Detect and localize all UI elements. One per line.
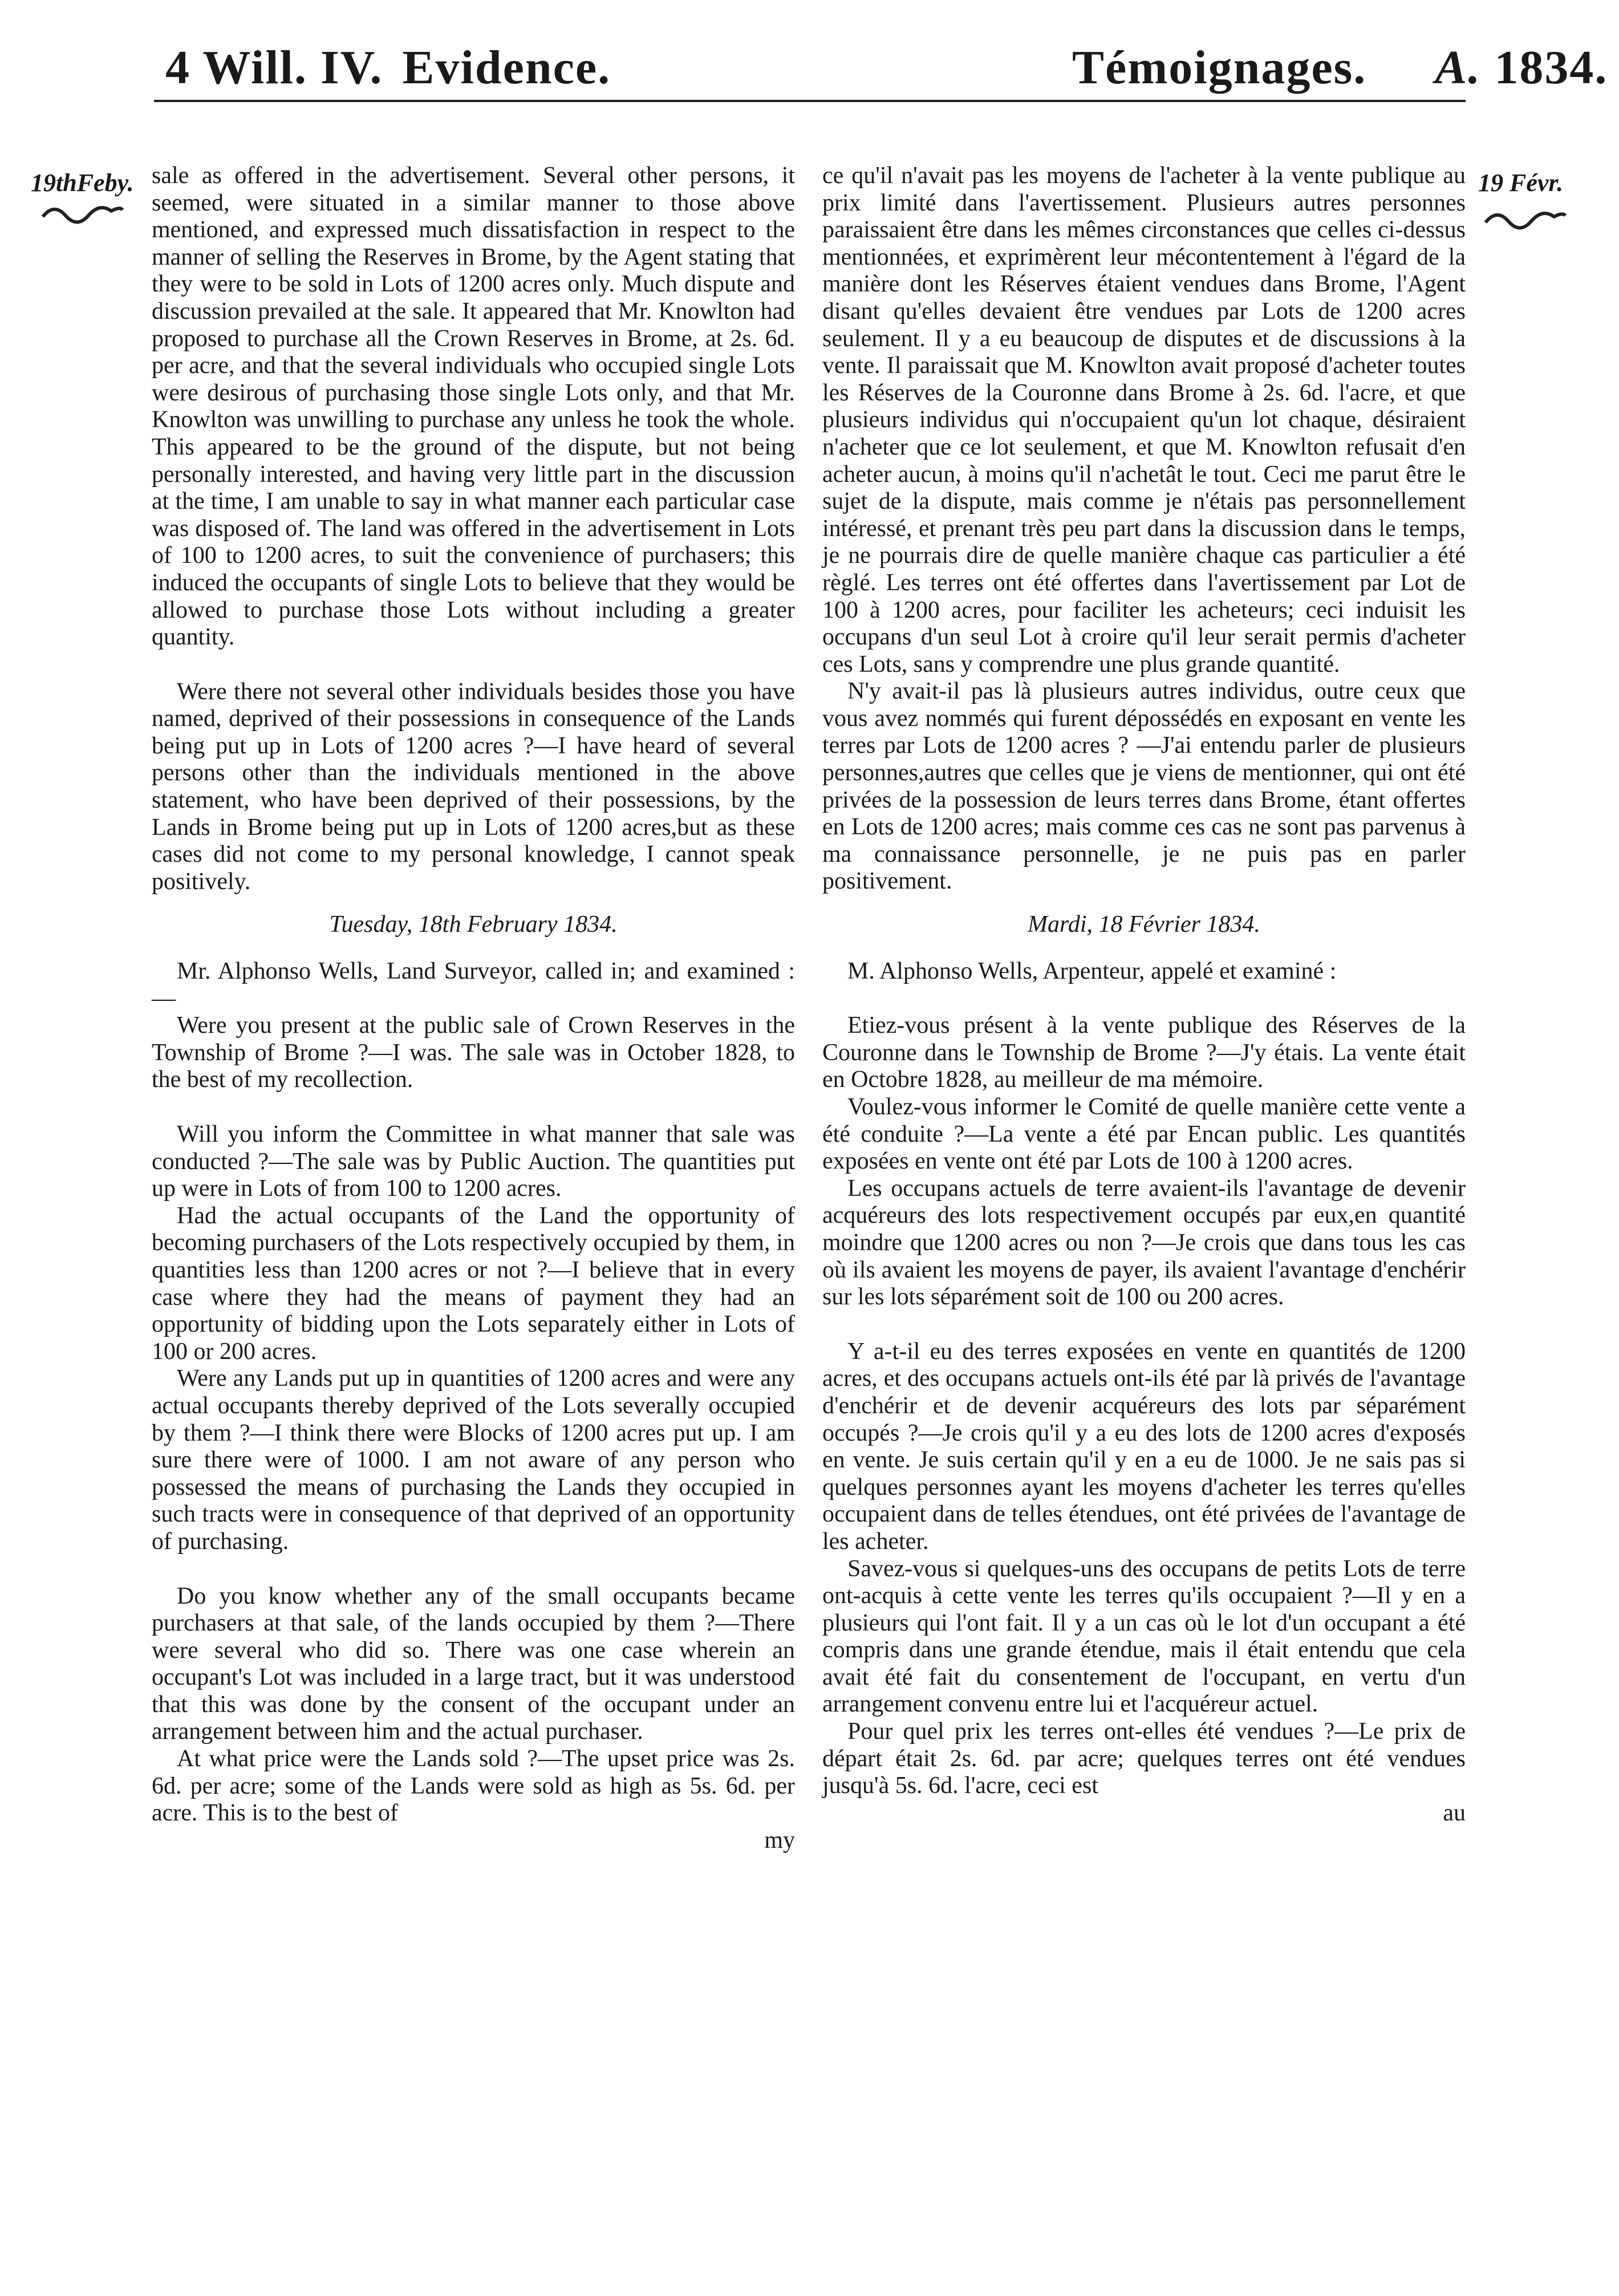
fr-paragraph-5: Voulez-vous informer le Comité de quelle manière cette vente a été conduite ?—La vente a été par Encan public. Les quantités exposées en vente ont été par Lots de 100 à 1200 acres. [822, 1094, 1466, 1175]
fr-paragraph-6: Les occupans actuels de terre avaient-ils l'avantage de devenir acquéreurs des lots respectivement occupés par eux,en quantité moindre que 1200 acres ou non ?—Je crois que dans tous les cas où ils avaient les moyens de payer, ils avaient l'avantage d'enchérir sur les lots séparément soit de 100 ou 200 acres. [822, 1175, 1466, 1311]
margin-date-right: 19 Févr. [1478, 169, 1564, 197]
en-dateline: Tuesday, 18th February 1834. [329, 911, 618, 938]
header-left [165, 40, 630, 95]
en-paragraph-1: sale as offered in the advertisement. Several other persons, it seemed, were situated in a similar manner to those above mentioned, and expressed much dissatisfaction in respect to the manner of selling the Reserves in Brome, by the Agent stating that they were to be sold in Lots of 1200 acres only. Much dispute and discussion prevailed at the sale. It appeared that Mr. Knowlton had proposed to purchase all the Crown Reserves in Brome, at 2s. 6d. per acre, and that the several individuals who occupied single Lots were desirous of purchasing those single Lots only, and that Mr. Knowlton was unwilling to purchase any unless he took the whole. This appeared to be the ground of the dispute, but not being personally interested, and having very little part in the discussion at the time, I am unable to say in what manner each particular case was disposed of. The land was offered in the advertisement in Lots of 100 to 1200 acres, to suit the convenience of purchasers; this induced the occupants of single Lots to believe that they would be allowed to purchase those Lots without including a greater quantity. [152, 163, 795, 651]
fr-paragraph-3: M. Alphonso Wells, Arpenteur, appelé et examiné : [847, 958, 1337, 984]
fr-dateline: Mardi, 18 Février 1834. [1028, 911, 1260, 938]
fr-paragraph-2: N'y avait-il pas là plusieurs autres individus, outre ceux que vous avez nommés qui furent dépossédés en exposant en vente les terres par Lots de 1200 acres ? —J'ai entendu parler de plusieurs personnes,autres que celles que je viens de mentionner, qui ont été privées de la possession de leurs terres dans Brome, étant offertes en Lots de 1200 acres; mais comme ces cas ne sont pas parvenus à ma connaissance personnelle, je ne puis pas en parler positivement. [822, 678, 1466, 895]
header-rule [154, 100, 1466, 102]
fr-paragraph-9: Pour quel prix les terres ont-elles été vendues ?—Le prix de départ était 2s. 6d. par acre; quelques terres ont été vendues jusqu'à 5s. 6d. l'acre, ceci est [822, 1718, 1466, 1799]
session-label: 4 Will. IV. [165, 41, 383, 94]
header-a: A. [1435, 41, 1482, 94]
en-paragraph-7: Were any Lands put up in quantities of 1200 acres and were any actual occupants thereby deprived of the Lots severally occupied by them ?—I think there were Blocks of 1200 acres put up. I am sure there were of 1000. I am not aware of any person who possessed the means of purchasing the Lands they occupied in such tracts were in consequence of that deprived of an opportunity of purchasing. [152, 1365, 795, 1555]
header-year: 1834. [1494, 41, 1608, 94]
fr-catchword: au [1443, 1799, 1466, 1826]
margin-date-left: 19thFeby. [31, 169, 134, 197]
en-paragraph-6: Had the actual occupants of the Land the opportunity of becoming purchasers of the Lots respectively occupied by them, in quantities less than 1200 acres or not ?—I believe that in every case where they had the means of payment they had an opportunity of bidding upon the Lots separately either in Lots of 100 or 200 acres. [152, 1202, 795, 1365]
english-column [152, 163, 795, 1854]
en-paragraph-4: Were you present at the public sale of Crown Reserves in the Township of Brome ?—I was. The sale was in October 1828, to the best of my recollection. [152, 1012, 795, 1093]
en-paragraph-3: Mr. Alphonso Wells, Land Surveyor, called in; and examined :— [152, 958, 795, 1012]
fr-paragraph-4: Etiez-vous présent à la vente publique des Réserves de la Couronne dans le Township de Brome ?—J'y étais. La vente était en Octobre 1828, au meilleur de ma mémoire. [822, 1012, 1466, 1093]
header-right [1072, 40, 1608, 95]
en-catchword: my [764, 1827, 795, 1853]
en-paragraph-2: Were there not several other individuals besides those you have named, deprived of their possessions in consequence of the Lands being put up in Lots of 1200 acres ?—I have heard of several persons other than the individuals mentioned in the above statement, who have been deprived of their possessions, by the Lands in Brome being put up in Lots of 1200 acres,but as these cases did not come to my personal knowledge, I cannot speak positively. [152, 678, 795, 895]
fr-paragraph-1: ce qu'il n'avait pas les moyens de l'acheter à la vente publique au prix limité dans l'avertissement. Plusieurs autres personnes paraissaient être dans les mêmes circonstances que celles ci-dessus mentionnées, et exprimèrent leur mécontentement à l'égard de la manière dont les Réserves étaient vendues dans Brome, l'Agent disant qu'elles devaient être vendues par Lots de 1200 acres seulement. Il y a eu beaucoup de disputes et de discussions à la vente. Il paraissait que M. Knowlton avait proposé d'acheter toutes les Réserves de la Couronne dans Brome à 2s. 6d. l'acre, et que plusieurs individus qui n'occupaient qu'un lot chaque, désiraient n'acheter que ce lot seulement, et que M. Knowlton refusait d'en acheter aucun, à moins qu'il n'achetât le tout. Ceci me parut être le sujet de la dispute, mais comme je n'étais pas personnellement intéressé, et prenant très peu part dans la discussion dans le temps, je ne pourrais dire de quelle manière chaque cas particulier a été règlé. Les terres ont été offertes dans l'avertissement par Lot de 100 à 1200 acres, pour faciliter les acheteurs; ceci induisit les occupans d'un seul Lot à croire qu'il leur serait permis d'acheter ces Lots, sans y comprendre une plus grande quantité. [822, 163, 1466, 678]
en-paragraph-8: Do you know whether any of the small occupants became purchasers at that sale, of the lands occupied by them ?—There were several who did so. There was one case wherein an occupant's Lot was included in a large tract, but it was understood that this was done by the consent of the occupant under an arrangement between him and the actual purchaser. [152, 1583, 795, 1745]
fr-paragraph-7: Y a-t-il eu des terres exposées en vente en quantités de 1200 acres, et des occupans actuels ont-ils été par là privés de l'avantage d'enchérir et de devenir acquéreurs des lots par séparément occupés ?—Je crois qu'il y a eu des lots de 1200 acres d'exposés en vente. Je suis certain qu'il y en a eu de 1000. Je ne sais pas si quelques personnes ayant les moyens d'acheter les terres qu'elles occupaient dans de telles étendues, ont été privées de l'avantage de les acheter. [822, 1338, 1466, 1555]
header-title-en: Evidence. [402, 41, 611, 94]
en-paragraph-9: At what price were the Lands sold ?—The upset price was 2s. 6d. per acre; some of the Lands were sold as high as 5s. 6d. per acre. This is to the best of [152, 1746, 795, 1827]
header-title-fr: Témoignages. [1072, 41, 1367, 94]
en-paragraph-5: Will you inform the Committee in what manner that sale was conducted ?—The sale was by Public Auction. The quantities put up were in Lots of from 100 to 1200 acres. [152, 1121, 795, 1202]
page-header [0, 29, 1619, 103]
flourish-icon [1483, 205, 1568, 234]
fr-paragraph-8: Savez-vous si quelques-uns des occupans de petits Lots de terre ont-acquis à cette vente les terres qu'ils occupaient ?—Il y en a plusieurs qui l'ont fait. Il y a un cas où le lot d'un occupant a été compris dans une grande étendue, mais il était entendu que cela avait été fait du consentement de l'occupant, en vertu d'un arrangement convenu entre lui et l'acquéreur actuel. [822, 1555, 1466, 1718]
french-column [822, 163, 1466, 1827]
flourish-icon [40, 200, 125, 228]
